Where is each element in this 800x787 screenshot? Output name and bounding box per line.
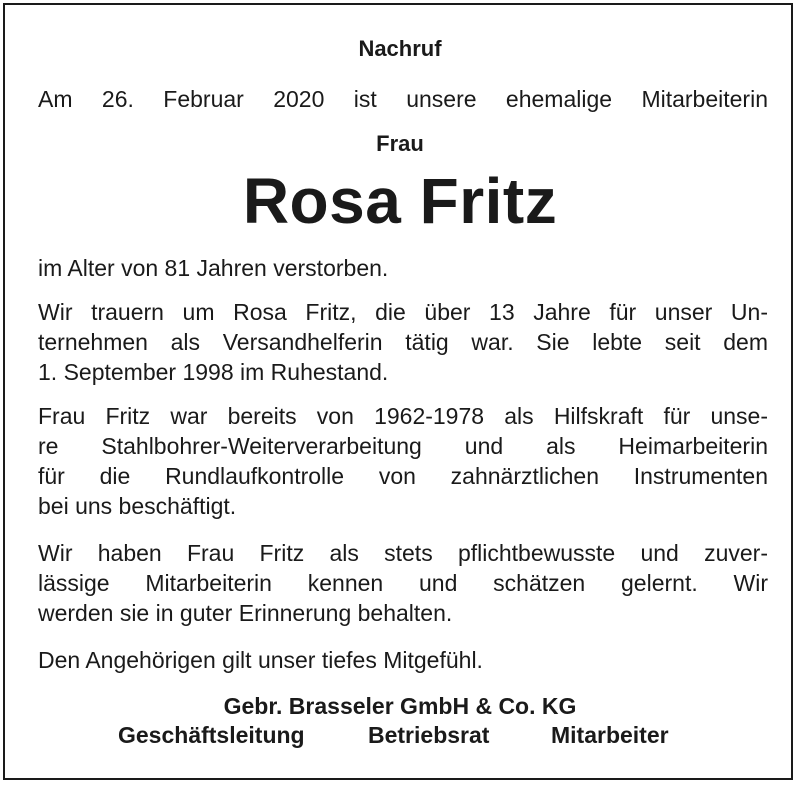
salutation: Frau xyxy=(376,131,424,156)
paragraph-4-line-1: Den Angehörigen gilt unser tiefes Mitgefühl. xyxy=(38,647,483,673)
paragraph-2-line-4: bei uns beschäftigt. xyxy=(38,493,237,519)
paragraph-2-line-3: für die Rundlaufkontrolle von zahnärztlichen Instrumenten xyxy=(38,463,768,489)
intro-line: Am 26. Februar 2020 ist unsere ehemalige Mitarbeiterin xyxy=(38,86,768,112)
deceased-name: Rosa Fritz xyxy=(242,165,558,237)
notice-heading: Nachruf xyxy=(358,36,442,61)
paragraph-3-line-3: werden sie in guter Erinnerung behalten. xyxy=(38,600,453,626)
signatory-management: Geschäftsleitung xyxy=(118,722,305,748)
signatory-works-council: Betriebsrat xyxy=(368,722,490,748)
age-line: im Alter von 81 Jahren verstorben. xyxy=(38,255,389,281)
paragraph-1-line-2: ternehmen als Versandhelferin tätig war. Sie lebte seit dem xyxy=(38,329,768,355)
paragraph-3-line-1: Wir haben Frau Fritz als stets pflichtbewusste und zuver- xyxy=(38,540,768,566)
paragraph-1-line-1: Wir trauern um Rosa Fritz, die über 13 Jahre für unser Un- xyxy=(38,299,768,325)
paragraph-2-line-2: re Stahlbohrer-Weiterverarbeitung und als Heimarbeiterin xyxy=(38,433,768,459)
paragraph-3-line-2: lässige Mitarbeiterin kennen und schätzen gelernt. Wir xyxy=(38,570,768,596)
company-name: Gebr. Brasseler GmbH & Co. KG xyxy=(223,693,577,719)
paragraph-1-line-3: 1. September 1998 im Ruhestand. xyxy=(38,359,389,385)
signatory-employees: Mitarbeiter xyxy=(551,722,669,748)
paragraph-2-line-1: Frau Fritz war bereits von 1962-1978 als Hilfskraft für unse- xyxy=(38,403,768,429)
